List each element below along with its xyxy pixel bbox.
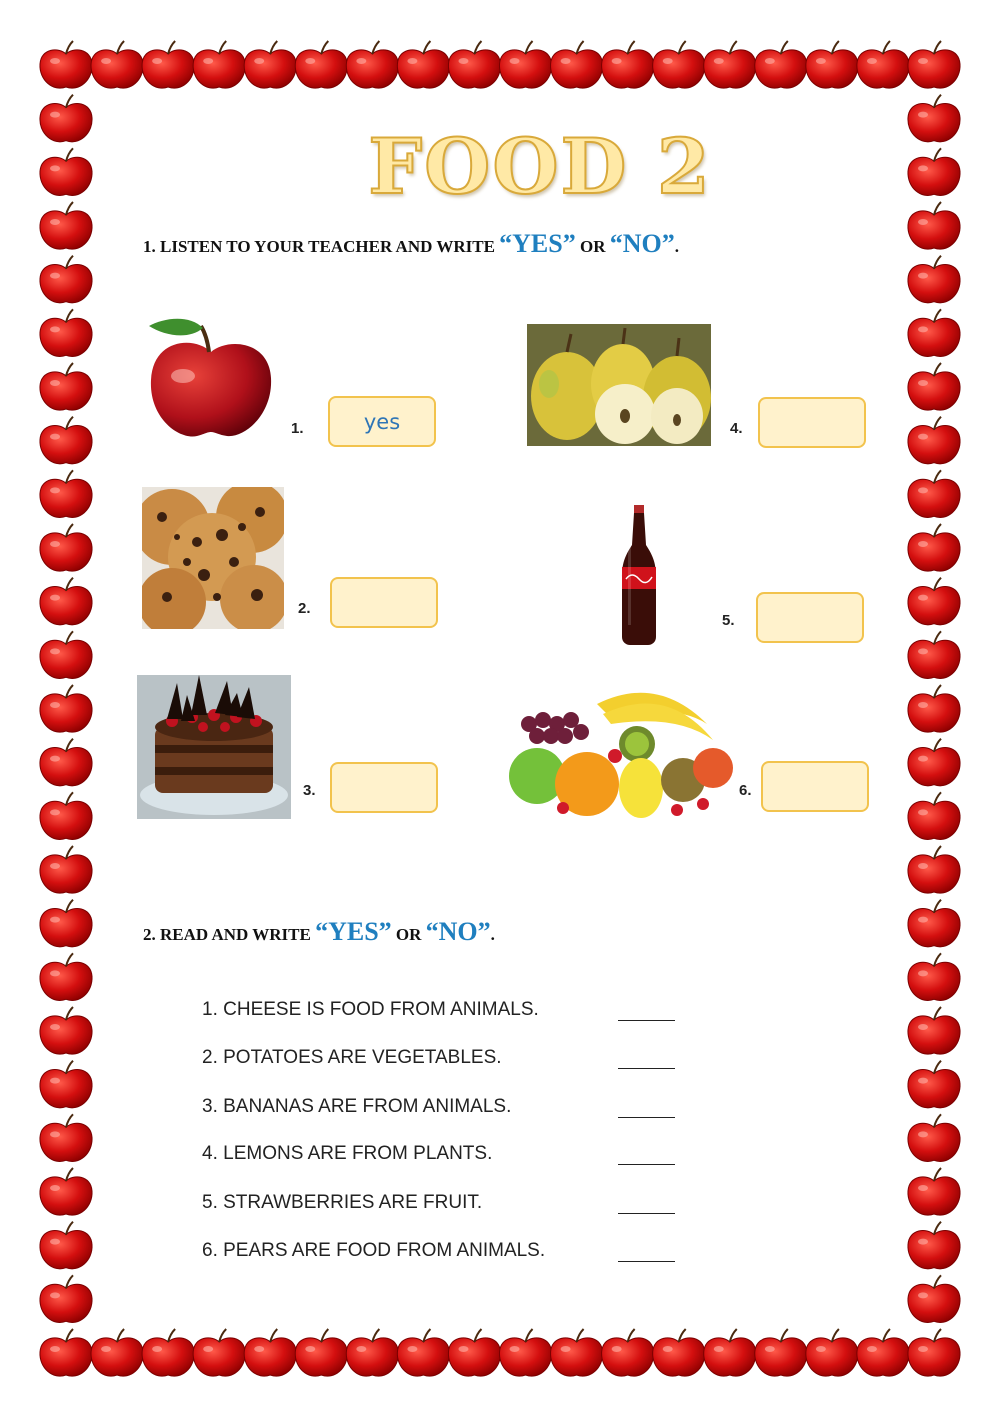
border-apple-icon <box>908 846 960 893</box>
sentence-6: 6. PEARS ARE FOOD FROM ANIMALS. <box>202 1240 546 1261</box>
border-apple-icon <box>908 470 960 517</box>
border-apple-icon <box>40 846 92 893</box>
border-apple-icon <box>40 739 92 786</box>
border-apple-icon <box>551 41 603 88</box>
answer-box-4[interactable] <box>758 397 866 448</box>
instruction-text: 1. LISTEN TO YOUR TEACHER AND WRITE <box>143 237 500 256</box>
item-3-number: 3. <box>303 782 316 799</box>
border-apple-icon <box>653 41 705 88</box>
border-apple-icon <box>908 363 960 410</box>
border-apple-icon <box>40 792 92 839</box>
border-apple-icon <box>857 41 909 88</box>
border-apple-icon <box>40 363 92 410</box>
answer-blank-5[interactable] <box>618 1213 675 1214</box>
item-6-number: 6. <box>739 782 752 799</box>
border-apple-icon <box>295 41 347 88</box>
border-apple-icon <box>91 41 143 88</box>
border-apple-icon <box>908 41 960 88</box>
answer-box-2[interactable] <box>330 577 438 628</box>
cola-bottle-picture <box>620 505 658 645</box>
border-apple-icon <box>244 41 296 88</box>
border-apple-icon <box>755 1329 807 1376</box>
border-apple-icon <box>551 1329 603 1376</box>
border-apple-icon <box>908 739 960 786</box>
border-apple-icon <box>193 1329 245 1376</box>
border-apple-icon <box>346 41 398 88</box>
border-apple-icon <box>908 524 960 571</box>
border-apple-icon <box>908 685 960 732</box>
answer-blank-2[interactable] <box>618 1068 675 1069</box>
cookies-picture <box>142 487 284 629</box>
border-apple-icon <box>40 417 92 464</box>
answer-blank-3[interactable] <box>618 1117 675 1118</box>
border-apple-icon <box>40 1168 92 1215</box>
border-apple-icon <box>908 578 960 625</box>
item-5-number: 5. <box>722 612 735 629</box>
item-1-number: 1. <box>291 420 304 437</box>
border-apple-icon <box>40 256 92 303</box>
border-apple-icon <box>908 953 960 1000</box>
border-apple-icon <box>448 1329 500 1376</box>
border-apple-icon <box>653 1329 705 1376</box>
border-apple-icon <box>346 1329 398 1376</box>
section2-instruction <box>143 917 495 947</box>
border-apple-icon <box>602 41 654 88</box>
border-apple-icon <box>40 900 92 947</box>
border-apple-icon <box>755 41 807 88</box>
border-apple-icon <box>40 309 92 356</box>
border-apple-icon <box>908 1222 960 1269</box>
border-apple-icon <box>908 1275 960 1322</box>
border-apple-icon <box>40 1007 92 1054</box>
border-apple-icon <box>397 41 449 88</box>
answer-box-6[interactable] <box>761 761 869 812</box>
border-apple-icon <box>448 41 500 88</box>
border-apple-icon <box>91 1329 143 1376</box>
pears-picture <box>527 324 711 446</box>
sentence-4: 4. LEMONS ARE FROM PLANTS. <box>202 1143 493 1164</box>
border-apple-icon <box>499 41 551 88</box>
border-apple-icon <box>142 1329 194 1376</box>
border-apple-icon <box>40 41 92 88</box>
border-apple-icon <box>908 792 960 839</box>
border-apple-icon <box>40 1329 92 1376</box>
border-apple-icon <box>40 1222 92 1269</box>
border-apple-icon <box>40 524 92 571</box>
border-apple-icon <box>40 578 92 625</box>
sentence-1: 1. CHEESE IS FOOD FROM ANIMALS. <box>202 999 539 1020</box>
border-apple-icon <box>806 1329 858 1376</box>
answer-blank-1[interactable] <box>618 1020 675 1021</box>
sentence-3: 3. BANANAS ARE FROM ANIMALS. <box>202 1096 512 1117</box>
border-apple-icon <box>806 41 858 88</box>
border-apple-icon <box>40 1275 92 1322</box>
answer-blank-6[interactable] <box>618 1261 675 1262</box>
border-apple-icon <box>857 1329 909 1376</box>
border-apple-icon <box>40 1061 92 1108</box>
section1-instruction <box>143 229 679 259</box>
border-apple-icon <box>704 41 756 88</box>
yes-word: “YES” <box>499 229 576 258</box>
border-apple-icon <box>40 953 92 1000</box>
no-word: “NO” <box>609 229 675 258</box>
instruction-text: 2. READ AND WRITE <box>143 925 316 944</box>
border-apple-icon <box>908 256 960 303</box>
border-apple-icon <box>295 1329 347 1376</box>
item-2-number: 2. <box>298 600 311 617</box>
border-apple-icon <box>908 1329 960 1376</box>
border-apple-icon <box>40 631 92 678</box>
or-word: OR <box>575 237 610 256</box>
border-apple-icon <box>704 1329 756 1376</box>
border-apple-icon <box>40 470 92 517</box>
page-title: FOOD 2 <box>368 122 712 211</box>
border-apple-icon <box>602 1329 654 1376</box>
answer-blank-4[interactable] <box>618 1164 675 1165</box>
period: . <box>674 237 679 256</box>
answer-box-3[interactable] <box>330 762 438 813</box>
no-word: “NO” <box>425 917 491 946</box>
border-apple-icon <box>908 417 960 464</box>
border-apple-icon <box>193 41 245 88</box>
border-apple-icon <box>908 1114 960 1161</box>
border-apple-icon <box>397 1329 449 1376</box>
or-word: OR <box>391 925 426 944</box>
border-apple-icon <box>40 685 92 732</box>
border-apple-icon <box>908 631 960 678</box>
item-4-number: 4. <box>730 420 743 437</box>
sentence-2: 2. POTATOES ARE VEGETABLES. <box>202 1047 502 1068</box>
border-apple-icon <box>908 900 960 947</box>
answer-box-5[interactable] <box>756 592 864 643</box>
mixed-fruit-picture <box>507 684 735 824</box>
border-apple-icon <box>908 1007 960 1054</box>
border-apple-icon <box>908 1168 960 1215</box>
border-apple-icon <box>908 309 960 356</box>
border-apple-icon <box>244 1329 296 1376</box>
period: . <box>490 925 495 944</box>
apple-picture <box>145 314 277 442</box>
border-apple-icon <box>40 1114 92 1161</box>
border-apple-icon <box>142 41 194 88</box>
answer-box-1[interactable]: yes <box>328 396 436 447</box>
yes-word: “YES” <box>315 917 392 946</box>
sentence-5: 5. STRAWBERRIES ARE FRUIT. <box>202 1192 483 1213</box>
chocolate-cake-picture <box>137 675 291 819</box>
border-apple-icon <box>499 1329 551 1376</box>
border-apple-icon <box>908 1061 960 1108</box>
